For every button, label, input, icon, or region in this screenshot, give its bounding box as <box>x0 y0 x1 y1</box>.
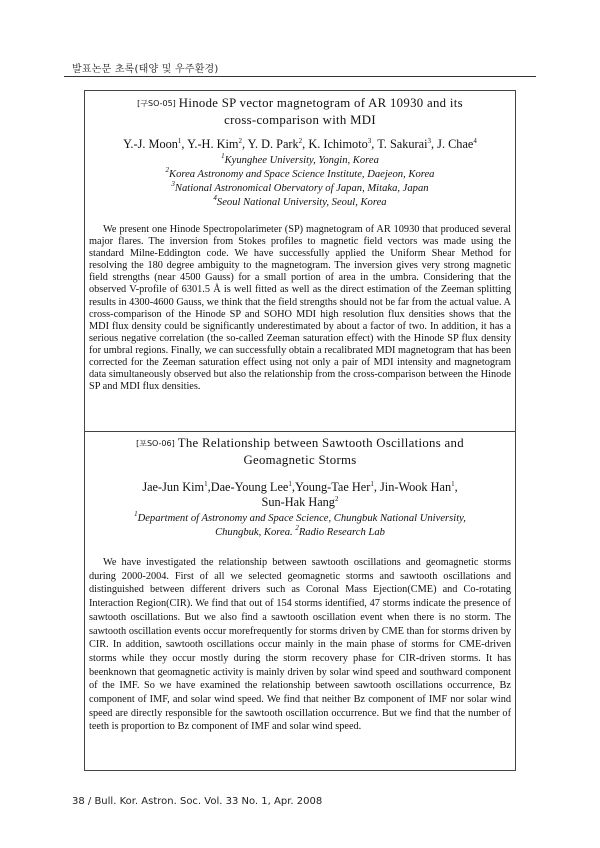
affiliation-line-2 <box>85 526 515 540</box>
author-list <box>85 137 515 152</box>
affiliation-text: Radio Research Lab <box>298 527 385 538</box>
abstract-body: We present one Hinode Spectropolarimeter (SP) magnetogram of AR 10930 that produced several major flares. The inversion from Stokes profiles to magnetic field vectors was made using the standard Milne-Eddington code. We have successfully applied the Uniform Shear Method for resolving the 180 degree ambiguity to the magnetogram. The inversion gives very strong magnetic field strengths (near 4500 Gauss) for a small portion of area in the umbra. Considering that the observed V-profile of 6301.5 Å is well fitted as well as the direct estimation of the Zeeman splitting results in 4300-4600 Gauss, we think that the field strengths should not be far from the actual value. A cross-comparison of the Hinode SP and SOHO MDI high resolution flux densities shows that the MDI flux density could be significantly underestimated by about a factor of two. In addition, it has a serious negative correlation (the so-called Zeeman saturation effect) with the Hinode SP flux density for umbral regions. Finally, we can successfully obtain a recalibrated MDI magnetogram that has been corrected for the Zeeman saturation effect using not only a pair of MDI intensity and magnetogram data simultaneously observed but also the relationship from the cross-comparison between the Hinode SP and MDI flux densities. <box>89 224 511 393</box>
author-affiliation-marker: 1 <box>177 137 182 145</box>
author-separator: , <box>207 480 211 494</box>
affiliation-marker: 1 <box>221 152 225 160</box>
affiliation-text: Kyunghee University, Yongin, Korea <box>224 155 379 166</box>
author-line-1 <box>85 480 515 495</box>
author-line-2 <box>85 495 515 510</box>
author-name: T. Sakurai <box>377 137 428 151</box>
affiliation-line <box>85 168 515 182</box>
affiliation-line <box>85 154 515 168</box>
author-name: Dae-Young Lee <box>210 480 289 494</box>
affiliation-marker: 2 <box>165 166 169 174</box>
author-name: K. Ichimoto <box>308 137 368 151</box>
author-affiliation-marker: 1 <box>451 480 455 488</box>
title-line-2: cross-comparison with MDI <box>224 113 376 127</box>
author-separator: , <box>431 137 438 151</box>
author-separator: , <box>291 480 295 494</box>
author-name: J. Chae <box>437 137 474 151</box>
title-line-1: The Relationship between Sawtooth Oscillations and <box>177 436 464 450</box>
author-separator: , <box>181 137 188 151</box>
affiliation-text: Korea Astronomy and Space Science Institute, Daejeon, Korea <box>169 169 435 180</box>
abstract-title <box>85 432 515 468</box>
author-name: Y.-J. Moon <box>123 137 178 151</box>
author-name: Jin-Wook Han <box>380 480 452 494</box>
author-affiliation-marker: 2 <box>238 137 242 145</box>
affiliation-text: National Astronomical Obervatory of Japan, Mitaka, Japan <box>174 183 429 194</box>
affiliation-list <box>85 154 515 210</box>
title-line-2: Geomagnetic Storms <box>243 453 357 467</box>
author-affiliation-marker: 1 <box>370 480 374 488</box>
author-separator: , <box>241 137 248 151</box>
affiliation-text: Chungbuk, Korea. <box>215 527 293 538</box>
running-header: 발표논문 초록(태양 및 우주환경) <box>72 64 219 75</box>
author-affiliation-marker: 1 <box>204 480 208 488</box>
author-list <box>85 480 515 510</box>
author-separator: , <box>371 137 378 151</box>
page-footer: 38 / Bull. Kor. Astron. Soc. Vol. 33 No. 1, Apr. 2008 <box>72 796 323 807</box>
abstract-box-1 <box>84 90 516 432</box>
abstract-box-2 <box>84 432 516 771</box>
author-affiliation-marker: 3 <box>427 137 432 145</box>
affiliation-text: Department of Astronomy and Space Science, Chungbuk National University, <box>137 513 466 524</box>
author-separator: , <box>302 137 309 151</box>
author-affiliation-marker: 1 <box>288 480 292 488</box>
header-rule <box>64 76 536 77</box>
abstract-code: [구SO-05] <box>137 99 176 108</box>
affiliation-line <box>85 182 515 196</box>
abstract-title <box>85 91 515 128</box>
author-name: Y.-H. Kim <box>187 137 239 151</box>
author-name: Jae-Jun Kim <box>142 480 205 494</box>
author-affiliation-marker: 2 <box>334 495 339 503</box>
title-line-1: Hinode SP vector magnetogram of AR 10930 and its <box>178 96 463 110</box>
affiliation-line <box>85 196 515 210</box>
author-name: Y. D. Park <box>247 137 299 151</box>
author-affiliation-marker: 2 <box>298 137 303 145</box>
author-separator: , <box>373 480 381 494</box>
abstract-code: [포SO-06] <box>136 439 175 448</box>
author-affiliation-marker: 4 <box>473 137 477 145</box>
affiliation-marker: 2 <box>295 524 299 532</box>
affiliation-marker: 4 <box>213 194 217 202</box>
affiliation-line-1 <box>85 512 515 526</box>
affiliation-marker: 1 <box>134 510 138 518</box>
author-affiliation-marker: 3 <box>367 137 372 145</box>
affiliation-text: Seoul National University, Seoul, Korea <box>216 197 387 208</box>
affiliation-marker: 3 <box>171 180 175 188</box>
abstract-body: We have investigated the relationship between sawtooth oscillations and geomagnetic storms during 2000-2004. First of all we selected geomagnetic storms and sawtooth oscillations and distinguished between different drivers such as Coronal Mass Ejection(CME) and Co-rotating Interaction Region(CIR). We find that out of 154 storms identified, 47 storms indicate the presence of sawtooth oscillations. But we also find a sawtooth oscillation event when there is no storm. The sawtooth oscillation events occur morefrequently for storms driven by CME than for storms driven by CIR. In addition, sawtooth oscillations occur mainly in the main phase of storms for CME-driven storms while they occur mostly during the storm recovery phase for CIR-driven storms. It has beenknown that geomagnetic activity is mainly driven by solar wind speed and southward component of the IMF. So we have examined the relationship between sawtooth oscillations occurrence, Bz component of IMF, and solar wind speed. We find that neither Bz component of IMF nor solar wind speed are directly responsible for the sawtooth oscillation occurrence. But we find that the number of teeth is proportion to Bz component of IMF and solar wind speed. <box>89 557 511 733</box>
author-separator: , <box>454 480 458 494</box>
author-name: Sun-Hak Hang <box>261 495 335 509</box>
author-name: Young-Tae Her <box>294 480 371 494</box>
